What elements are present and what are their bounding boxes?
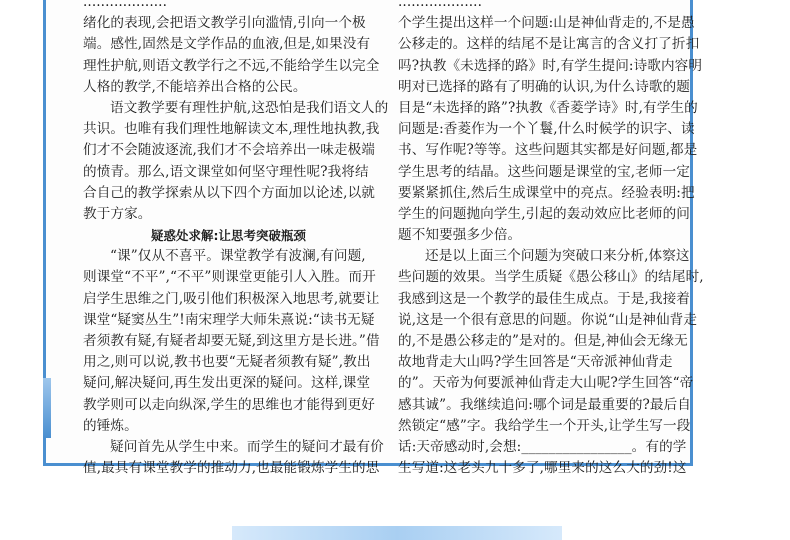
text-line: 启学生思维之门,吸引他们积极深入地思考,就要让 bbox=[83, 290, 380, 307]
section-heading: 疑惑处求解:让思考突破瓶颈 bbox=[151, 228, 306, 244]
text-line: 明对已选择的路有了明确的认识,为什么诗歌的题 bbox=[398, 78, 690, 95]
text-line: 生写道:这老头九十多了,哪里来的这么大的劲!这 bbox=[398, 460, 687, 477]
text-line: 用之,则可以说,教书也要“无疑者须教有疑”,教出 bbox=[83, 354, 371, 371]
text-line: 教于方家。 bbox=[83, 205, 152, 222]
text-line: 说,这是一个很有意思的问题。你说“山是神仙背走 bbox=[398, 311, 698, 328]
text-line: 人格的教学,不能培养出合格的公民。 bbox=[83, 78, 307, 95]
text-line: 个学生提出这样一个问题:山是神仙背走的,不是愚 bbox=[398, 15, 695, 32]
text-line: “课”仅从不喜平。课堂教学有波澜,有问题, bbox=[110, 248, 366, 265]
text-line: 共识。也唯有我们理性地解读文本,理性地执教,我 bbox=[83, 121, 380, 138]
text-line: 吗?执教《未选择的路》时,有学生提问:诗歌内容明 bbox=[398, 57, 703, 74]
text-line: 疑问,解决疑问,再生发出更深的疑问。这样,课堂 bbox=[83, 375, 371, 392]
text-line: 书、写作呢?等等。这些问题其实都是好问题,都是 bbox=[398, 142, 698, 159]
text-line: 学生的问题抛向学生,引起的轰动效应比老师的问 bbox=[398, 205, 690, 222]
text-line: 理性护航,则语文教学行之不远,不能给学生以完全 bbox=[83, 57, 380, 74]
text-line: 端。感性,固然是文学作品的血液,但是,如果没有 bbox=[83, 36, 371, 53]
decorative-side-stripe bbox=[43, 378, 51, 438]
right-text-column bbox=[398, 0, 704, 479]
text-line: 我感到这是一个教学的最佳生成点。于是,我接着 bbox=[398, 290, 690, 307]
text-line: 值,最具有课堂教学的推动力,也最能锻炼学生的思 bbox=[83, 460, 380, 477]
text-line: 疑问首先从学生中来。而学生的疑问才最有价 bbox=[110, 438, 384, 455]
text-line: 者须教有疑,有疑者却要无疑,到这里方是长进。”借 bbox=[83, 333, 380, 349]
text-line: 学生思考的结晶。这些问题是课堂的宝,老师一定 bbox=[398, 163, 690, 180]
text-line: 的愤青。那么,语文课堂如何坚守理性呢?我将结 bbox=[83, 163, 369, 180]
text-line: 要紧紧抓住,然后生成课堂中的亮点。经验表明:把 bbox=[398, 184, 695, 201]
text-line: 话:天帝感动时,会想:________________。有的学 bbox=[398, 438, 687, 455]
text-line: 则课堂“不平”,“不平”则课堂更能引人入胜。而开 bbox=[83, 269, 376, 286]
text-line: 目是“未选择的路”?执教《香菱学诗》时,有学生的 bbox=[398, 99, 698, 116]
text-line: 的”。天帝为何要派神仙背走大山呢?学生回答“帝 bbox=[398, 375, 694, 392]
text-line: ................... bbox=[83, 0, 167, 10]
text-line: 然锁定“感”字。我给学生一个开头,让学生写一段 bbox=[398, 417, 691, 434]
text-line: 题不知要强多少倍。 bbox=[398, 227, 522, 244]
text-line: 绪化的表现,会把语文教学引向滥情,引向一个极 bbox=[83, 15, 366, 32]
text-line: 语文教学要有理性护航,这恐怕是我们语文人的 bbox=[110, 99, 389, 116]
text-line: 感其诚”。我继续追问:哪个词是最重要的?最后自 bbox=[398, 396, 691, 413]
text-line: 课堂“疑窦丛生”!南宋理学大师朱熹说:“读书无疑 bbox=[83, 311, 375, 328]
text-line: 问题是:香菱作为一个丫鬟,什么时候学的识字、读 bbox=[398, 121, 695, 138]
text-line: 的锤炼。 bbox=[83, 417, 138, 434]
text-line: 公移走的。这样的结尾不是让寓言的含义打了折扣 bbox=[398, 36, 700, 53]
decorative-bottom-bar bbox=[232, 526, 562, 540]
text-line: 合自己的教学探索从以下四个方面加以论述,以就 bbox=[83, 184, 375, 201]
text-line: 故地背走大山吗?学生回答是“天帝派神仙背走 bbox=[398, 354, 673, 371]
text-line: 还是以上面三个问题为突破口来分析,体察这 bbox=[425, 248, 690, 265]
text-line: 教学则可以走向纵深,学生的思维也才能得到更好 bbox=[83, 396, 375, 413]
text-line: 些问题的效果。当学生质疑《愚公移山》的结尾时, bbox=[398, 269, 704, 286]
text-line: 的,不是愚公移走的”是对的。但是,神仙会无缘无 bbox=[398, 333, 688, 349]
text-line: ................... bbox=[398, 0, 482, 10]
left-text-column bbox=[83, 0, 389, 479]
text-line: 们才不会随波逐流,我们才不会培养出一味走极端 bbox=[83, 142, 375, 159]
